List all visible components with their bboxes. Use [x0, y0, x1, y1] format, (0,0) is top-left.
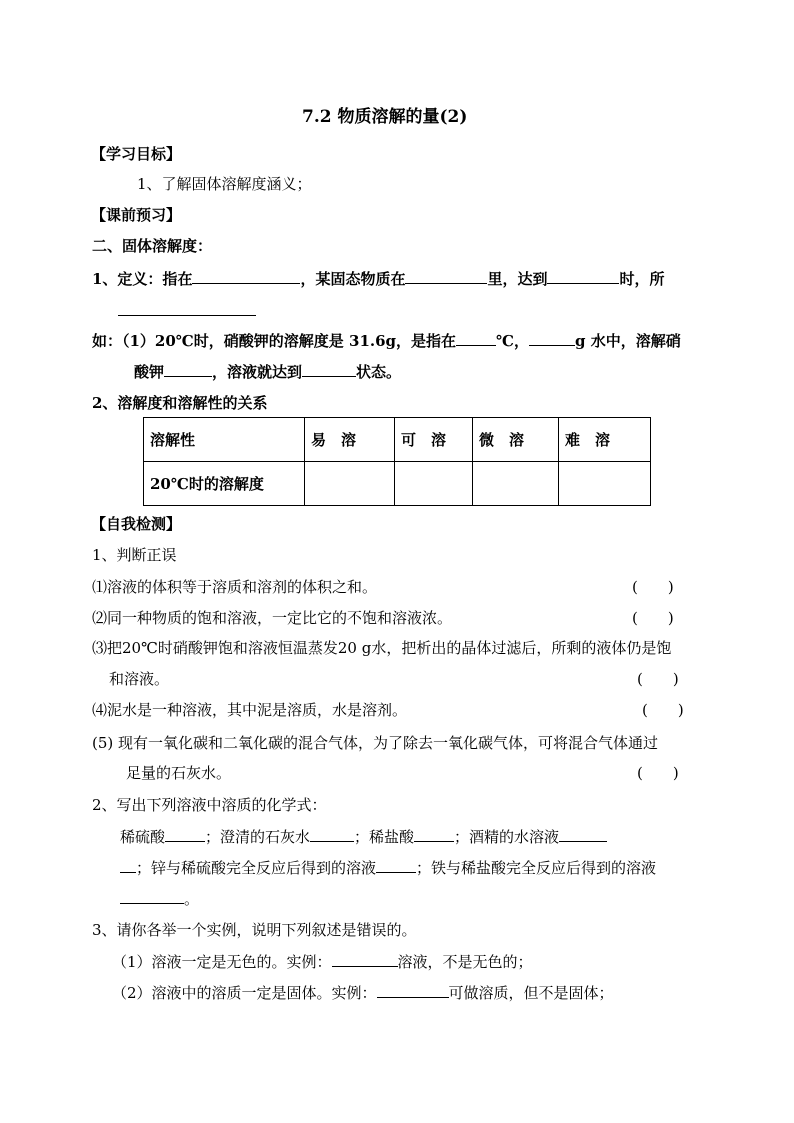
answer-paren[interactable]: ( )	[632, 609, 674, 627]
question-2: 2、写出下列溶液中溶质的化学式：	[92, 796, 327, 814]
question-2-line-1	[120, 826, 607, 847]
question-3-item-1	[112, 951, 533, 972]
answer-paren[interactable]: ( )	[642, 701, 684, 719]
table-header-cell: 微 溶	[473, 418, 559, 462]
q2-text-f: ；铁与稀盐酸完全反应后得到的溶液	[416, 859, 657, 877]
example-text-a: 如：（1）20℃时，硝酸钾的溶解度是 31.6g，是指在	[92, 332, 457, 350]
blank-field[interactable]	[164, 361, 212, 377]
q2-text-c: ；稀盐酸	[354, 828, 415, 846]
blank-field[interactable]	[405, 268, 487, 284]
table-header-cell: 溶解性	[144, 418, 305, 462]
table-cell[interactable]	[473, 462, 559, 506]
q2-text-e: ；锌与稀硫酸完全反应后得到的溶液	[136, 859, 377, 877]
table-row	[144, 462, 651, 506]
example-text-d: 酸钾	[134, 363, 165, 381]
table-cell[interactable]	[305, 462, 395, 506]
judge-item-2: ⑵同一种物质的饱和溶液，一定比它的不饱和溶液浓。	[92, 609, 453, 627]
blank-field[interactable]	[376, 857, 416, 873]
q2-text-b: ；澄清的石灰水	[205, 828, 311, 846]
blank-field[interactable]	[456, 330, 496, 346]
judge-item-5-cont: 足量的石灰水。	[126, 764, 232, 782]
q2-text-d: ；酒精的水溶液	[454, 828, 560, 846]
definition-line	[92, 268, 665, 289]
q2-text-g: 。	[184, 890, 200, 908]
blank-field[interactable]	[192, 268, 300, 284]
table-header-row	[144, 418, 651, 462]
judge-item-4: ⑷泥水是一种溶液，其中泥是溶质，水是溶剂。	[92, 701, 408, 719]
blank-field[interactable]	[302, 361, 356, 377]
blank-field[interactable]	[547, 268, 619, 284]
table-cell[interactable]	[395, 462, 473, 506]
q3-1-text-a: （1）溶液一定是无色的。实例：	[112, 953, 332, 971]
q3-1-text-b: 溶液，不是无色的；	[397, 953, 533, 971]
definition-text-b: ，某固态物质在	[300, 270, 406, 288]
question-3-item-2	[112, 982, 614, 1003]
blank-field[interactable]	[559, 826, 607, 842]
blank-field[interactable]	[332, 951, 398, 967]
question-2-line-3	[120, 888, 199, 909]
q2-text-a: 稀硫酸	[120, 828, 166, 846]
answer-paren[interactable]: ( )	[632, 578, 674, 596]
table-header-cell: 难 溶	[559, 418, 651, 462]
page-title: 7.2 物质溶解的量(2)	[302, 107, 468, 127]
relation-heading: 2、溶解度和溶解性的关系	[92, 394, 268, 412]
question-3: 3、请你各举一个实例，说明下列叙述是错误的。	[92, 921, 417, 939]
definition-text-c: 里，达到	[487, 270, 548, 288]
answer-paren[interactable]: ( )	[637, 670, 679, 688]
blank-field[interactable]	[529, 330, 575, 346]
solubility-table	[143, 417, 651, 506]
blank-field[interactable]	[165, 826, 205, 842]
blank-field[interactable]	[118, 299, 256, 316]
table-cell[interactable]	[559, 462, 651, 506]
judge-item-3: ⑶把20℃时硝酸钾饱和溶液恒温蒸发20 g水，把析出的晶体过滤后，所剩的液体仍是饱	[92, 639, 672, 657]
section-objectives: 【学习目标】	[91, 145, 182, 163]
table-header-cell: 易 溶	[305, 418, 395, 462]
q3-2-text-b: 可做溶质，但不是固体；	[448, 984, 614, 1002]
example-text-b: ℃，	[496, 332, 530, 350]
table-row-label: 20℃时的溶解度	[144, 462, 305, 506]
judge-item-5: (5) 现有一氧化碳和二氧化碳的混合气体，为了除去一氧化碳气体，可将混合气体通过	[92, 734, 659, 752]
blank-field[interactable]	[310, 826, 354, 842]
example-text-c: g 水中，溶解硝	[575, 332, 681, 350]
example-text-f: 状态。	[356, 363, 402, 381]
definition-text-a: 1、定义：指在	[92, 270, 193, 288]
definition-text-d: 时，所	[619, 270, 665, 288]
example-line-2	[134, 361, 401, 382]
judge-item-3-cont: 和溶液。	[109, 670, 170, 688]
section-preview: 【课前预习】	[91, 206, 182, 224]
example-line-1	[92, 330, 681, 351]
section-selfcheck: 【自我检测】	[91, 515, 182, 533]
blank-field[interactable]	[377, 982, 449, 998]
judge-heading: 1、判断正误	[92, 546, 177, 564]
heading-solubility: 二、固体溶解度：	[92, 237, 213, 255]
question-2-line-2	[120, 857, 656, 878]
q3-2-text-a: （2）溶液中的溶质一定是固体。实例：	[112, 984, 377, 1002]
answer-paren[interactable]: ( )	[637, 764, 679, 782]
judge-item-1: ⑴溶液的体积等于溶质和溶剂的体积之和。	[92, 578, 378, 596]
objective-1: 1、了解固体溶解度涵义；	[137, 175, 312, 193]
blank-field[interactable]	[120, 888, 184, 904]
example-text-e: ，溶液就达到	[212, 363, 303, 381]
blank-field[interactable]	[414, 826, 454, 842]
blank-field[interactable]	[120, 857, 136, 873]
table-header-cell: 可 溶	[395, 418, 473, 462]
